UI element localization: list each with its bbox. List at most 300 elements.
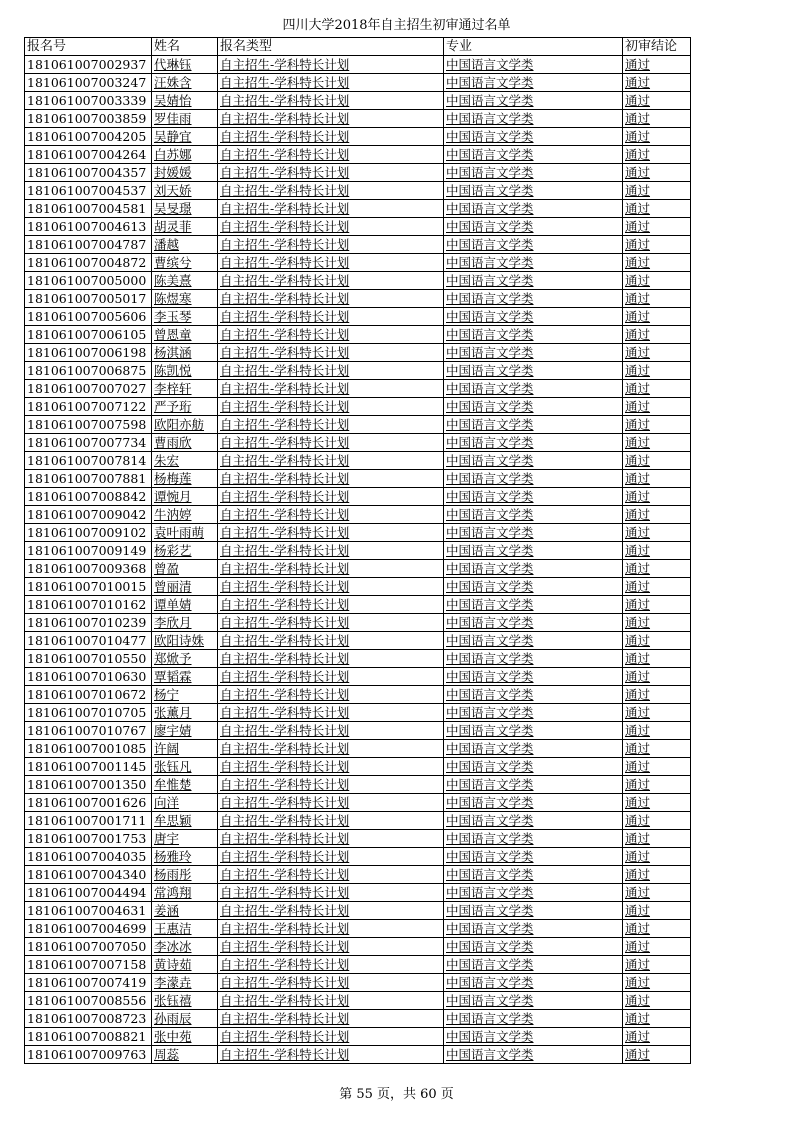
cell-application-id: 181061007004787 [25, 236, 152, 254]
table-row [25, 812, 691, 830]
cell-application-type: 自主招生-学科特长计划 [218, 704, 444, 722]
cell-review-result: 通过 [623, 344, 691, 362]
table-row [25, 794, 691, 812]
cell-application-type: 自主招生-学科特长计划 [218, 956, 444, 974]
cell-application-type: 自主招生-学科特长计划 [218, 992, 444, 1010]
cell-application-id: 181061007004699 [25, 920, 152, 938]
table-row [25, 560, 691, 578]
cell-application-id: 181061007007734 [25, 434, 152, 452]
cell-name: 曾盈 [152, 560, 218, 578]
cell-major: 中国语言文学类 [444, 434, 623, 452]
cell-review-result: 通过 [623, 308, 691, 326]
cell-application-id: 181061007001085 [25, 740, 152, 758]
cell-application-type: 自主招生-学科特长计划 [218, 272, 444, 290]
cell-major: 中国语言文学类 [444, 128, 623, 146]
table-row [25, 1046, 691, 1064]
cell-application-type: 自主招生-学科特长计划 [218, 110, 444, 128]
cell-application-id: 181061007001626 [25, 794, 152, 812]
cell-application-type: 自主招生-学科特长计划 [218, 560, 444, 578]
cell-application-type: 自主招生-学科特长计划 [218, 812, 444, 830]
cell-name: 黄诗茹 [152, 956, 218, 974]
cell-application-id: 181061007010550 [25, 650, 152, 668]
cell-name: 代琳钰 [152, 56, 218, 74]
cell-major: 中国语言文学类 [444, 506, 623, 524]
cell-application-id: 181061007010015 [25, 578, 152, 596]
cell-name: 王惠洁 [152, 920, 218, 938]
cell-application-type: 自主招生-学科特长计划 [218, 362, 444, 380]
cell-review-result: 通过 [623, 848, 691, 866]
cell-name: 孙雨辰 [152, 1010, 218, 1028]
cell-name: 汪姝含 [152, 74, 218, 92]
cell-major: 中国语言文学类 [444, 812, 623, 830]
table-row [25, 218, 691, 236]
cell-application-type: 自主招生-学科特长计划 [218, 542, 444, 560]
cell-application-id: 181061007010477 [25, 632, 152, 650]
cell-application-type: 自主招生-学科特长计划 [218, 254, 444, 272]
cell-application-id: 181061007009042 [25, 506, 152, 524]
cell-review-result: 通过 [623, 254, 691, 272]
cell-major: 中国语言文学类 [444, 830, 623, 848]
cell-name: 胡灵菲 [152, 218, 218, 236]
cell-application-id: 181061007004357 [25, 164, 152, 182]
cell-name: 白苏娜 [152, 146, 218, 164]
header-major: 专业 [444, 38, 623, 56]
table-row [25, 884, 691, 902]
cell-application-type: 自主招生-学科特长计划 [218, 722, 444, 740]
table-row [25, 902, 691, 920]
cell-name: 欧阳亦舫 [152, 416, 218, 434]
cell-review-result: 通过 [623, 92, 691, 110]
cell-review-result: 通过 [623, 596, 691, 614]
cell-application-type: 自主招生-学科特长计划 [218, 596, 444, 614]
cell-major: 中国语言文学类 [444, 614, 623, 632]
cell-application-type: 自主招生-学科特长计划 [218, 74, 444, 92]
table-row [25, 146, 691, 164]
cell-application-id: 181061007003247 [25, 74, 152, 92]
cell-major: 中国语言文学类 [444, 650, 623, 668]
cell-review-result: 通过 [623, 182, 691, 200]
cell-major: 中国语言文学类 [444, 866, 623, 884]
cell-name: 罗佳雨 [152, 110, 218, 128]
cell-application-type: 自主招生-学科特长计划 [218, 380, 444, 398]
cell-review-result: 通过 [623, 974, 691, 992]
cell-review-result: 通过 [623, 794, 691, 812]
cell-name: 谭惋月 [152, 488, 218, 506]
table-row [25, 776, 691, 794]
cell-application-id: 181061007009102 [25, 524, 152, 542]
cell-major: 中国语言文学类 [444, 218, 623, 236]
cell-application-id: 181061007010162 [25, 596, 152, 614]
cell-name: 覃韬霖 [152, 668, 218, 686]
cell-major: 中国语言文学类 [444, 56, 623, 74]
table-row [25, 128, 691, 146]
table-row [25, 344, 691, 362]
cell-name: 张钰凡 [152, 758, 218, 776]
cell-application-type: 自主招生-学科特长计划 [218, 326, 444, 344]
cell-application-type: 自主招生-学科特长计划 [218, 92, 444, 110]
cell-application-type: 自主招生-学科特长计划 [218, 776, 444, 794]
cell-name: 袁叶雨萌 [152, 524, 218, 542]
cell-major: 中国语言文学类 [444, 362, 623, 380]
cell-application-type: 自主招生-学科特长计划 [218, 866, 444, 884]
cell-application-id: 181061007006105 [25, 326, 152, 344]
cell-review-result: 通过 [623, 938, 691, 956]
cell-review-result: 通过 [623, 1010, 691, 1028]
cell-review-result: 通过 [623, 416, 691, 434]
table-row [25, 398, 691, 416]
cell-review-result: 通过 [623, 398, 691, 416]
cell-review-result: 通过 [623, 434, 691, 452]
table-row [25, 956, 691, 974]
cell-application-type: 自主招生-学科特长计划 [218, 164, 444, 182]
cell-application-id: 181061007004537 [25, 182, 152, 200]
cell-major: 中国语言文学类 [444, 164, 623, 182]
header-application-type: 报名类型 [218, 38, 444, 56]
cell-application-id: 181061007010705 [25, 704, 152, 722]
cell-application-id: 181061007005606 [25, 308, 152, 326]
cell-application-id: 181061007010672 [25, 686, 152, 704]
cell-application-id: 181061007008821 [25, 1028, 152, 1046]
cell-review-result: 通过 [623, 362, 691, 380]
cell-major: 中国语言文学类 [444, 956, 623, 974]
cell-name: 潘越 [152, 236, 218, 254]
cell-application-id: 181061007007814 [25, 452, 152, 470]
cell-application-type: 自主招生-学科特长计划 [218, 488, 444, 506]
table-row [25, 380, 691, 398]
cell-name: 欧阳诗姝 [152, 632, 218, 650]
cell-name: 朱宏 [152, 452, 218, 470]
cell-name: 曾恩童 [152, 326, 218, 344]
cell-application-id: 181061007010239 [25, 614, 152, 632]
cell-application-type: 自主招生-学科特长计划 [218, 758, 444, 776]
admission-table [24, 37, 691, 1064]
cell-name: 唐宇 [152, 830, 218, 848]
cell-review-result: 通过 [623, 218, 691, 236]
cell-application-id: 181061007008842 [25, 488, 152, 506]
cell-application-type: 自主招生-学科特长计划 [218, 416, 444, 434]
cell-review-result: 通过 [623, 704, 691, 722]
cell-name: 张薰月 [152, 704, 218, 722]
cell-major: 中国语言文学类 [444, 668, 623, 686]
cell-application-type: 自主招生-学科特长计划 [218, 668, 444, 686]
cell-review-result: 通过 [623, 740, 691, 758]
cell-review-result: 通过 [623, 956, 691, 974]
cell-application-type: 自主招生-学科特长计划 [218, 146, 444, 164]
table-row [25, 722, 691, 740]
cell-name: 周蕊 [152, 1046, 218, 1064]
cell-review-result: 通过 [623, 236, 691, 254]
table-row [25, 650, 691, 668]
cell-review-result: 通过 [623, 164, 691, 182]
cell-major: 中国语言文学类 [444, 254, 623, 272]
cell-name: 杨淇涵 [152, 344, 218, 362]
cell-name: 杨彩艺 [152, 542, 218, 560]
cell-name: 张中苑 [152, 1028, 218, 1046]
table-row [25, 974, 691, 992]
cell-review-result: 通过 [623, 1028, 691, 1046]
table-row [25, 830, 691, 848]
cell-name: 杨宁 [152, 686, 218, 704]
cell-major: 中国语言文学类 [444, 110, 623, 128]
cell-name: 许阔 [152, 740, 218, 758]
cell-major: 中国语言文学类 [444, 236, 623, 254]
cell-application-type: 自主招生-学科特长计划 [218, 344, 444, 362]
cell-application-id: 181061007005000 [25, 272, 152, 290]
cell-review-result: 通过 [623, 866, 691, 884]
table-row [25, 632, 691, 650]
cell-major: 中国语言文学类 [444, 146, 623, 164]
cell-review-result: 通过 [623, 578, 691, 596]
cell-major: 中国语言文学类 [444, 308, 623, 326]
table-row [25, 164, 691, 182]
cell-name: 牛汭婷 [152, 506, 218, 524]
cell-review-result: 通过 [623, 272, 691, 290]
cell-application-id: 181061007004872 [25, 254, 152, 272]
cell-name: 陈美熹 [152, 272, 218, 290]
cell-application-type: 自主招生-学科特长计划 [218, 650, 444, 668]
cell-major: 中国语言文学类 [444, 272, 623, 290]
cell-application-id: 181061007004581 [25, 200, 152, 218]
cell-application-id: 181061007004035 [25, 848, 152, 866]
cell-review-result: 通过 [623, 146, 691, 164]
cell-major: 中国语言文学类 [444, 452, 623, 470]
cell-major: 中国语言文学类 [444, 1010, 623, 1028]
cell-application-id: 181061007009368 [25, 560, 152, 578]
cell-name: 向洋 [152, 794, 218, 812]
cell-application-id: 181061007010767 [25, 722, 152, 740]
cell-review-result: 通过 [623, 452, 691, 470]
cell-name: 郑焮予 [152, 650, 218, 668]
table-body [25, 56, 691, 1064]
table-row [25, 56, 691, 74]
cell-name: 李欣月 [152, 614, 218, 632]
cell-major: 中国语言文学类 [444, 938, 623, 956]
cell-review-result: 通过 [623, 992, 691, 1010]
cell-major: 中国语言文学类 [444, 524, 623, 542]
cell-application-type: 自主招生-学科特长计划 [218, 974, 444, 992]
cell-review-result: 通过 [623, 902, 691, 920]
cell-application-id: 181061007001350 [25, 776, 152, 794]
cell-application-id: 181061007004205 [25, 128, 152, 146]
table-row [25, 236, 691, 254]
table-row [25, 434, 691, 452]
table-row [25, 848, 691, 866]
table-row [25, 938, 691, 956]
cell-application-type: 自主招生-学科特长计划 [218, 200, 444, 218]
cell-review-result: 通过 [623, 812, 691, 830]
cell-major: 中国语言文学类 [444, 740, 623, 758]
table-row [25, 596, 691, 614]
cell-major: 中国语言文学类 [444, 848, 623, 866]
cell-name: 廖宇婧 [152, 722, 218, 740]
cell-application-id: 181061007004613 [25, 218, 152, 236]
cell-application-type: 自主招生-学科特长计划 [218, 524, 444, 542]
cell-review-result: 通过 [623, 758, 691, 776]
cell-major: 中国语言文学类 [444, 326, 623, 344]
cell-application-id: 181061007004494 [25, 884, 152, 902]
cell-review-result: 通过 [623, 56, 691, 74]
table-row [25, 92, 691, 110]
cell-application-id: 181061007007122 [25, 398, 152, 416]
cell-application-id: 181061007007419 [25, 974, 152, 992]
cell-application-type: 自主招生-学科特长计划 [218, 740, 444, 758]
cell-review-result: 通过 [623, 110, 691, 128]
cell-major: 中国语言文学类 [444, 200, 623, 218]
cell-major: 中国语言文学类 [444, 884, 623, 902]
cell-name: 李濛垚 [152, 974, 218, 992]
cell-application-type: 自主招生-学科特长计划 [218, 470, 444, 488]
table-row [25, 290, 691, 308]
cell-application-id: 181061007006875 [25, 362, 152, 380]
table-row [25, 740, 691, 758]
cell-name: 姜涵 [152, 902, 218, 920]
cell-major: 中国语言文学类 [444, 974, 623, 992]
table-row [25, 326, 691, 344]
cell-application-type: 自主招生-学科特长计划 [218, 506, 444, 524]
table-row [25, 920, 691, 938]
cell-major: 中国语言文学类 [444, 1046, 623, 1064]
cell-major: 中国语言文学类 [444, 902, 623, 920]
cell-major: 中国语言文学类 [444, 470, 623, 488]
cell-name: 李玉琴 [152, 308, 218, 326]
cell-name: 陈煜寒 [152, 290, 218, 308]
cell-review-result: 通过 [623, 560, 691, 578]
cell-application-type: 自主招生-学科特长计划 [218, 632, 444, 650]
cell-review-result: 通过 [623, 290, 691, 308]
cell-review-result: 通过 [623, 830, 691, 848]
table-row [25, 686, 691, 704]
cell-major: 中国语言文学类 [444, 578, 623, 596]
cell-review-result: 通过 [623, 380, 691, 398]
cell-application-type: 自主招生-学科特长计划 [218, 830, 444, 848]
cell-application-id: 181061007004340 [25, 866, 152, 884]
table-row [25, 452, 691, 470]
cell-application-id: 181061007008723 [25, 1010, 152, 1028]
cell-review-result: 通过 [623, 524, 691, 542]
cell-application-type: 自主招生-学科特长计划 [218, 218, 444, 236]
cell-name: 李梓轩 [152, 380, 218, 398]
table-row [25, 578, 691, 596]
cell-review-result: 通过 [623, 686, 691, 704]
cell-review-result: 通过 [623, 650, 691, 668]
cell-application-id: 181061007001753 [25, 830, 152, 848]
cell-name: 陈凯悦 [152, 362, 218, 380]
cell-review-result: 通过 [623, 776, 691, 794]
cell-application-id: 181061007007050 [25, 938, 152, 956]
page-title: 四川大学2018年自主招生初审通过名单 [282, 18, 511, 33]
cell-review-result: 通过 [623, 722, 691, 740]
cell-name: 曹雨欣 [152, 434, 218, 452]
cell-application-type: 自主招生-学科特长计划 [218, 794, 444, 812]
cell-name: 曾丽清 [152, 578, 218, 596]
cell-major: 中国语言文学类 [444, 398, 623, 416]
cell-major: 中国语言文学类 [444, 686, 623, 704]
cell-name: 李冰冰 [152, 938, 218, 956]
cell-review-result: 通过 [623, 884, 691, 902]
table-row [25, 254, 691, 272]
cell-name: 刘天娇 [152, 182, 218, 200]
cell-application-type: 自主招生-学科特长计划 [218, 290, 444, 308]
cell-major: 中国语言文学类 [444, 380, 623, 398]
table-row [25, 182, 691, 200]
cell-major: 中国语言文学类 [444, 182, 623, 200]
cell-name: 谭单婧 [152, 596, 218, 614]
cell-application-type: 自主招生-学科特长计划 [218, 686, 444, 704]
cell-application-id: 181061007009149 [25, 542, 152, 560]
table-header-row [25, 38, 691, 56]
cell-name: 吴旻璟 [152, 200, 218, 218]
cell-review-result: 通过 [623, 1046, 691, 1064]
cell-application-id: 181061007004264 [25, 146, 152, 164]
cell-name: 常鸿翔 [152, 884, 218, 902]
cell-application-type: 自主招生-学科特长计划 [218, 614, 444, 632]
cell-application-type: 自主招生-学科特长计划 [218, 398, 444, 416]
cell-application-type: 自主招生-学科特长计划 [218, 1046, 444, 1064]
table-row [25, 992, 691, 1010]
cell-application-id: 181061007010630 [25, 668, 152, 686]
cell-application-type: 自主招生-学科特长计划 [218, 884, 444, 902]
cell-application-id: 181061007004631 [25, 902, 152, 920]
cell-review-result: 通过 [623, 470, 691, 488]
cell-name: 严予珩 [152, 398, 218, 416]
table-row [25, 488, 691, 506]
cell-review-result: 通过 [623, 632, 691, 650]
cell-application-id: 181061007007158 [25, 956, 152, 974]
cell-name: 杨雅玲 [152, 848, 218, 866]
cell-application-id: 181061007001711 [25, 812, 152, 830]
cell-name: 牟思颖 [152, 812, 218, 830]
cell-application-id: 181061007006198 [25, 344, 152, 362]
cell-major: 中国语言文学类 [444, 920, 623, 938]
table-row [25, 758, 691, 776]
table-row [25, 704, 691, 722]
cell-major: 中国语言文学类 [444, 74, 623, 92]
cell-application-type: 自主招生-学科特长计划 [218, 236, 444, 254]
table-row [25, 614, 691, 632]
cell-application-type: 自主招生-学科特长计划 [218, 182, 444, 200]
table-row [25, 272, 691, 290]
header-application-id: 报名号 [25, 38, 152, 56]
cell-review-result: 通过 [623, 668, 691, 686]
table-row [25, 1028, 691, 1046]
cell-review-result: 通过 [623, 326, 691, 344]
cell-application-id: 181061007001145 [25, 758, 152, 776]
cell-major: 中国语言文学类 [444, 776, 623, 794]
cell-major: 中国语言文学类 [444, 1028, 623, 1046]
table-row [25, 362, 691, 380]
cell-name: 曹缤兮 [152, 254, 218, 272]
table-row [25, 470, 691, 488]
cell-major: 中国语言文学类 [444, 542, 623, 560]
cell-application-id: 181061007003859 [25, 110, 152, 128]
cell-review-result: 通过 [623, 920, 691, 938]
cell-application-type: 自主招生-学科特长计划 [218, 938, 444, 956]
cell-application-id: 181061007005017 [25, 290, 152, 308]
cell-application-id: 181061007009763 [25, 1046, 152, 1064]
cell-name: 吴静宜 [152, 128, 218, 146]
cell-major: 中国语言文学类 [444, 992, 623, 1010]
table-row [25, 542, 691, 560]
cell-review-result: 通过 [623, 488, 691, 506]
cell-name: 杨梅莲 [152, 470, 218, 488]
cell-application-type: 自主招生-学科特长计划 [218, 308, 444, 326]
cell-name: 杨雨彤 [152, 866, 218, 884]
header-name: 姓名 [152, 38, 218, 56]
cell-application-id: 181061007008556 [25, 992, 152, 1010]
cell-major: 中国语言文学类 [444, 632, 623, 650]
table-row [25, 506, 691, 524]
cell-name: 封媛媛 [152, 164, 218, 182]
